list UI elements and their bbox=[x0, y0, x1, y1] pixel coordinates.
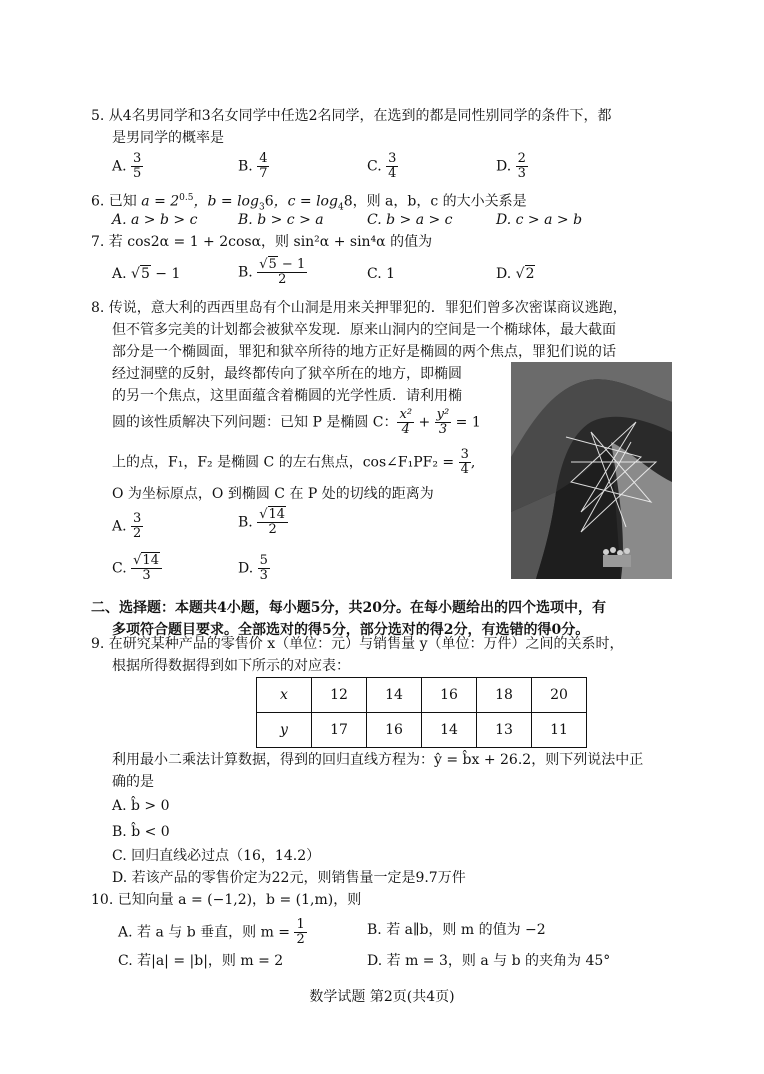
data-table bbox=[256, 677, 587, 748]
table-cell: y bbox=[257, 713, 312, 748]
table-cell: 14 bbox=[422, 713, 477, 748]
section2-line2: 多项符合题目要求。全部选对的得5分，部分选对的得2分，有选错的得0分。 bbox=[112, 622, 590, 638]
q9-line1: 9. 在研究某种产品的零售价 x（单位：元）与销售量 y（单位：万件）之间的关系时， bbox=[91, 636, 624, 652]
q10-option-c: C. 若|a| = |b|，则 m = 2 bbox=[118, 953, 284, 969]
q7-option-c: C. 1 bbox=[367, 266, 396, 282]
q5-option-c: C. $\frac{3}{4}$ bbox=[367, 151, 397, 181]
cave-photo bbox=[511, 362, 672, 579]
q5-stem-line1: 5. 从4名男同学和3名女同学中任选2名同学，在选到的都是同性别同学的条件下，都 bbox=[91, 108, 612, 124]
q5-stem-line2: 是男同学的概率是 bbox=[112, 130, 224, 146]
q10-option-b: B. 若 a∥b，则 m 的值为 −2 bbox=[367, 922, 546, 938]
q6-option-a: A. a > b > c bbox=[112, 212, 198, 228]
q9-line3: 利用最小二乘法计算数据，得到的回归直线方程为：ŷ = b̂x + 26.2，则下列说法中正 bbox=[112, 752, 644, 768]
q7-option-d: D. √2 bbox=[496, 266, 535, 282]
q10-stem: 10. 已知向量 a = (−1,2)，b = (1,m)，则 bbox=[91, 892, 362, 908]
q8-option-c: C. $\frac{√14}{3}$ bbox=[112, 554, 162, 583]
q8-line3: 部分是一个椭圆面，罪犯和狱卒所待的地方正好是椭圆的两个焦点，罪犯们说的话 bbox=[112, 344, 616, 360]
q9-option-b: B. b̂ < 0 bbox=[112, 824, 170, 840]
table-row-y bbox=[257, 713, 587, 748]
table-cell: 17 bbox=[312, 713, 367, 748]
q5-option-a: A. $\frac{3}{5}$ bbox=[112, 151, 142, 181]
table-cell: 16 bbox=[422, 678, 477, 713]
q8-option-d: D. $\frac{5}{3}$ bbox=[238, 553, 268, 583]
q8-line1: 8. 传说，意大利的西西里岛有个山洞是用来关押罪犯的．罪犯们曾多次密谋商议逃跑， bbox=[91, 300, 627, 316]
q9-line4: 确的是 bbox=[112, 774, 154, 790]
q8-line4: 经过洞壁的反射，最终都传向了狱卒所在的地方，即椭圆 bbox=[112, 366, 462, 382]
q9-option-c: C. 回归直线必过点（16，14.2） bbox=[112, 848, 321, 864]
q7-option-a: A. √5 − 1 bbox=[112, 266, 181, 282]
q8-line2: 但不管多完美的计划都会被狱卒发现．原来山洞内的空间是一个椭球体，最大截面 bbox=[112, 322, 616, 338]
q6-stem: 6. 已知 $a = 2^{0.5}$，$b = \log_36$，$c = \log_48$，则 a，b，c 的大小关系是 bbox=[91, 193, 527, 213]
q10-option-a: A. 若 a 与 b 垂直，则 m = $\frac{1}{2}$ bbox=[118, 917, 305, 947]
q10-option-d: D. 若 m = 3，则 a 与 b 的夹角为 45° bbox=[367, 953, 611, 969]
q5-option-d: D. $\frac{2}{3}$ bbox=[496, 151, 526, 181]
section2-line1: 二、选择题：本题共4小题，每小题5分，共20分。在每小题给出的四个选项中，有 bbox=[91, 600, 606, 616]
table-cell: 11 bbox=[532, 713, 587, 748]
table-cell: 13 bbox=[477, 713, 532, 748]
q6-option-d: D. c > a > b bbox=[496, 212, 583, 228]
table-cell: 18 bbox=[477, 678, 532, 713]
q7-stem: 7. 若 cos2α = 1 + 2cosα，则 sin²α + sin⁴α 的值为 bbox=[91, 234, 433, 250]
q5-option-b: B. $\frac{4}{7}$ bbox=[238, 151, 268, 181]
q9-option-a: A. b̂ > 0 bbox=[112, 798, 170, 814]
q6-option-b: B. b > c > a bbox=[238, 212, 324, 228]
q8-line6: 圆的该性质解决下列问题：已知 P 是椭圆 C： $\frac{\text{x²}}{4}$ + $\frac{\text{y²}}{3}$ = 1 bbox=[112, 407, 481, 437]
q8-line7: 上的点，F₁，F₂ 是椭圆 C 的左右焦点，cos∠F₁PF₂ = $\frac{3}{4}$ , bbox=[112, 447, 476, 477]
q9-line2: 根据所得数据得到如下所示的对应表： bbox=[112, 658, 350, 674]
table-cell: 16 bbox=[367, 713, 422, 748]
q8-line8: O 为坐标原点，O 到椭圆 C 在 P 处的切线的距离为 bbox=[112, 486, 434, 502]
page-footer: 数学试题 第2页(共4页) bbox=[309, 989, 455, 1005]
q8-option-a: A. $\frac{3}{2}$ bbox=[112, 511, 142, 541]
q9-option-d: D. 若该产品的零售价定为22元，则销售量一定是9.7万件 bbox=[112, 870, 466, 886]
table-cell: x bbox=[257, 678, 312, 713]
q6-option-c: C. b > a > c bbox=[367, 212, 453, 228]
q8-option-b: B. $\frac{√14}{2}$ bbox=[238, 508, 288, 537]
table-row-x bbox=[257, 678, 587, 713]
q8-line5: 的另一个焦点，这里面蕴含着椭圆的光学性质．请利用椭 bbox=[112, 388, 462, 404]
table-cell: 20 bbox=[532, 678, 587, 713]
table-cell: 14 bbox=[367, 678, 422, 713]
table-cell: 12 bbox=[312, 678, 367, 713]
q7-option-b: B. $\frac{√5 - 1}{2}$ bbox=[238, 257, 306, 287]
